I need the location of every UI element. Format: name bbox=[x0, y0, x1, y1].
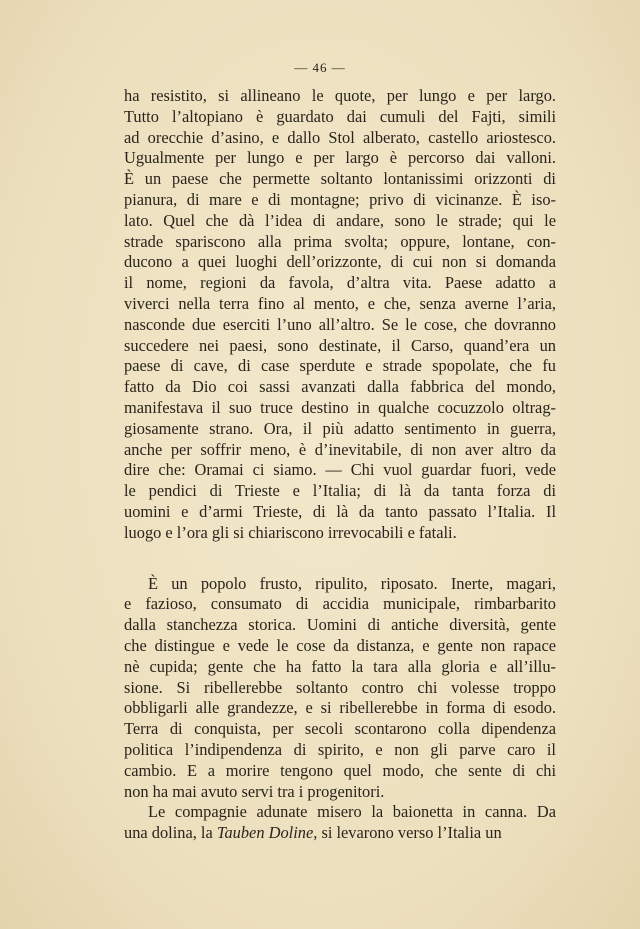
text-line: Le compagnie adunate misero la baionetta in canna. Da bbox=[148, 802, 556, 822]
text-line: viverci nella terra fino al mento, e che, senza averne l’aria, bbox=[124, 293, 556, 313]
paragraph-3 bbox=[124, 802, 556, 844]
text-line: Ugualmente per lungo e per largo è percorso dai valloni. bbox=[124, 148, 556, 168]
text-line: ducono a quei luoghi dell’orizzonte, di cui non si domanda bbox=[124, 252, 556, 272]
text-line: dalla stanchezza storica. Uomini di antiche diversità, gente bbox=[124, 615, 556, 635]
text-line: Terra di conquista, per secoli scontarono colla dipendenza bbox=[124, 719, 556, 739]
text-line: pianura, di mare e di montagne; privo di vicinanze. È iso- bbox=[124, 189, 556, 209]
text-line: non ha mai avuto servi tra i progenitori. bbox=[124, 781, 385, 801]
text-line: uomini e d’armi Trieste, di là da tanto passato l’Italia. Il bbox=[124, 501, 556, 521]
text-line: fatto da Dio coi sassi avanzati dalla fabbrica del mondo, bbox=[124, 377, 556, 397]
text-line: il nome, regioni da favola, d’altra vita. Paese adatto a bbox=[124, 273, 556, 293]
paragraph-gap bbox=[124, 544, 556, 574]
paragraph-2 bbox=[124, 574, 556, 803]
text-line: Tutto l’altopiano è guardato dai cumuli del Fajti, simili bbox=[124, 106, 556, 126]
text-line: lato. Quel che dà l’idea di andare, sono le strade; qui le bbox=[124, 210, 556, 230]
text-line: succedere nei paesi, sono destinate, il Carso, quand’era un bbox=[124, 335, 556, 355]
text-fragment: una dolina, la bbox=[124, 823, 217, 843]
text-line: che distingue e vede le cose da distanza, e gente non rapace bbox=[124, 635, 556, 655]
text-fragment: si levarono verso l’Italia un bbox=[317, 823, 502, 843]
text-line: nasconde due eserciti l’uno all’altro. Se le cose, che dovranno bbox=[124, 314, 556, 334]
text-line: giosamente strano. Ora, il più adatto sentimento in guerra, bbox=[124, 418, 556, 438]
page-number: — 46 — bbox=[294, 60, 346, 75]
text-line: le pendici di Trieste e l’Italia; di là da tanta forza di bbox=[124, 481, 556, 501]
text-line: strade spariscono alla prima svolta; oppure, lontane, con- bbox=[124, 231, 556, 251]
text-line: nè cupida; gente che ha fatto la tara alla gloria e all’illu- bbox=[124, 656, 556, 676]
text-line: e fazioso, consumato di accidia municipale, rimbarbarito bbox=[124, 594, 556, 614]
text-line: È un paese che permette soltanto lontanissimi orizzonti di bbox=[124, 169, 556, 189]
text-line: paese di cave, di case sperdute e strade spopolate, che fu bbox=[124, 356, 556, 376]
text-line: dire che: Oramai ci siamo. — Chi vuol guardar fuori, vede bbox=[124, 460, 556, 480]
text-line: cambio. E a morire tengono quel modo, che sente di chi bbox=[124, 760, 556, 780]
text-line: luogo e l’ora gli si chiariscono irrevocabili e fatali. bbox=[124, 522, 457, 542]
text-line: manifestava il suo truce destino in qualche cocuzzolo oltrag- bbox=[124, 397, 556, 417]
text-line: È un popolo frusto, ripulito, riposato. Inerte, magari, bbox=[148, 573, 556, 593]
text-line: anche per soffrir meno, è d’inevitabile, di non aver altro da bbox=[124, 439, 556, 459]
paragraph-1 bbox=[124, 86, 556, 544]
text-line: politica l’indipendenza di spirito, e non gli parve caro il bbox=[124, 739, 556, 759]
text-line: ha resistito, si allineano le quote, per lungo e per largo. bbox=[124, 86, 556, 105]
italic-place-name: Tauben Doline, bbox=[216, 823, 318, 843]
text-line: obbligarli alle grandezze, e si ribellerebbe in forma di esodo. bbox=[124, 698, 556, 718]
text-line: ad orecchie d’asino, e dallo Stol alberato, castello ariostesco. bbox=[124, 127, 556, 147]
text-line bbox=[124, 823, 556, 844]
text-line: sione. Si ribellerebbe soltanto contro chi volesse troppo bbox=[124, 677, 556, 697]
body-text bbox=[124, 86, 556, 844]
